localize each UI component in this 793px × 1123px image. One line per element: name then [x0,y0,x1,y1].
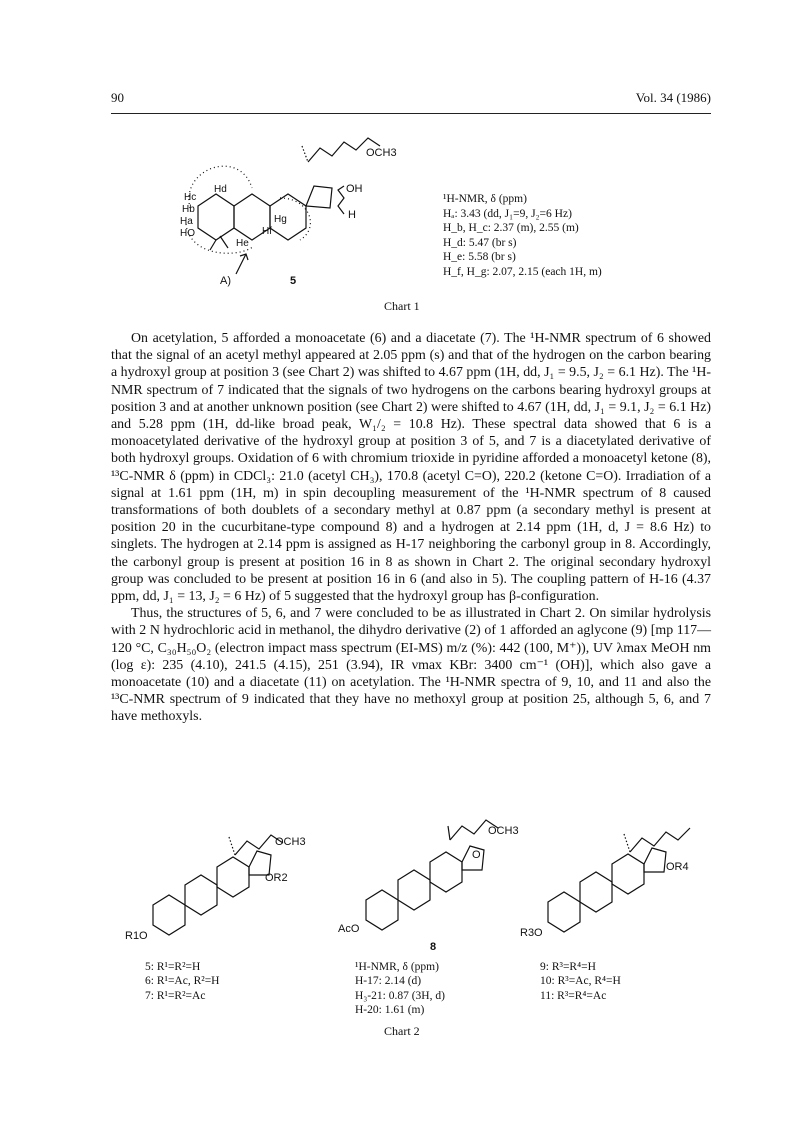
legend-line: 9: R³=R⁴=H [540,961,596,973]
paragraph: On acetylation, 5 afforded a monoacetate (6) and a diacetate (7). The ¹H-NMR spectrum of 6 showed that the signal of an acetyl methyl appeared at 2.05 ppm (s) and that of the hydrogen on the carbon bearing a hydroxyl group at position 3 (see Chart 2) was shifted to 4.67 ppm (1H, dd, J₁ = 9.5, J₂ = 6.1 Hz). The ¹H-NMR spectrum of 7 indicated that the signals of two hydrogens on the carbons bearing hydroxyl groups at position 3 and at another unknown position (see Chart 2) were shifted to 4.67 (1H, dd, J₁ = 9.1, J₂ = 6.1 Hz) and 5.28 ppm (1H, dd-like broad peak, W₁/₂ = 10.8 Hz). These spectral data showed that 6 is a monoacetylated derivative of the hydroxyl group at position 3 of 5, and 7 is a diacetylated derivative of both hydroxyl groups. Oxidation of 6 with chromium trioxide in pyridine afforded a monoacetyl ketone (8), ¹³C-NMR δ (ppm) in CDCl₃: 21.0 (acetyl CH₃), 170.8 (acetyl C=O), 220.2 (ketone C=O). Irradiation of a signal at 1.61 ppm (1H, m) in spin decoupling measurement of the ¹H-NMR spectrum of 8 caused transformations of both doublets of a secondary methyl at 0.87 ppm (a secondary methyl is present at position 20 in the cucurbitane-type compound 8) and a hydrogen at 2.14 ppm (1H, d, J = 8.6 Hz) to singlets. The hydrogen at 2.14 ppm is assigned as H-17 neighboring the carbonyl group in 8. Accordingly, the carbonyl group is present at position 16 in 8 as shown in Chart 2. The original secondary hydroxyl group was concluded to be present at position 16 in 6 (and also in 5). The coupling pattern of H-16 (4.37 ppm, dd, J₁ = 13, J₂ = 6 Hz) of 5 suggested that the hydroxyl group has β-configuration. [111,331,711,605]
chart2-structure-right [520,812,710,952]
chart2-middle-nmr [355,960,445,1017]
legend-line: 11: R³=R⁴=Ac [540,989,607,1002]
svg-text:OH: OH [346,183,363,195]
svg-text:OCH3: OCH3 [366,147,397,159]
svg-text:AcO: AcO [338,923,360,935]
chart1-caption: Chart 1 [384,299,420,313]
chart1-compound-label: 5 [290,275,297,287]
legend-line: H-20: 1.61 (m) [355,1003,425,1016]
chart1-structure-5 [180,128,410,288]
compound-8-label: 8 [430,941,437,953]
legend-line: 6: R¹=Ac, R²=H [145,975,220,988]
chart2-left-legend [145,960,220,1003]
legend-line: 10: R³=Ac, R⁴=H [540,975,621,988]
svg-text:O: O [472,849,481,861]
legend-line: H-17: 2.14 (d) [355,975,422,988]
svg-text:He: He [236,238,249,249]
chart2-structure-left [125,815,325,955]
chart2-right-legend [540,960,621,1003]
nmr-line: H_f, H_g: 2.07, 2.15 (each 1H, m) [443,265,602,278]
header-rule [111,113,711,114]
svg-text:OCH3: OCH3 [275,836,306,848]
svg-text:OR4: OR4 [666,861,689,873]
svg-text:Ha: Ha [180,216,193,227]
legend-line: 5: R¹=R²=H [145,961,201,973]
svg-text:Hd: Hd [214,184,227,195]
svg-text:HO: HO [180,228,195,239]
svg-text:R3O: R3O [520,927,543,939]
svg-text:R1O: R1O [125,930,148,942]
svg-text:Hb: Hb [182,204,195,215]
paragraph: Thus, the structures of 5, 6, and 7 were concluded to be as illustrated in Chart 2. On similar hydrolysis with 2 N hydrochloric acid in methanol, the dihydro derivative (2) of 1 afforded an aglycone (9) [mp 117—120 °C, C₃₀H₅₀O₂ (electron impact mass spectrum (EI-MS) m/z (%): 442 (100, M⁺)), UV λmax MeOH nm (log ε): 235 (4.10), 241.5 (4.15), 251 (3.94), IR νmax KBr: 3400 cm⁻¹ (OH)], which also gave a monoacetate (10) and a diacetate (11) on acetylation. The ¹H-NMR spectra of 9, 10, and 11 and also the ¹³C-NMR spectrum of 9 indicated that they have no methoxyl group at position 25, although 5, 6, and 7 have methoxyls. [111,606,711,725]
svg-text:Hg: Hg [274,214,287,225]
nmr-line: H_d: 5.47 (br s) [443,236,517,249]
svg-text:Hc: Hc [184,192,197,203]
chart2-caption: Chart 2 [384,1024,420,1038]
nmr-line: H_b, H_c: 2.37 (m), 2.55 (m) [443,222,579,235]
svg-text:OCH3: OCH3 [488,825,519,837]
page-number: 90 [111,90,124,105]
nmr-line: ¹H-NMR, δ (ppm) [443,193,527,205]
chart2-structure-8 [338,800,548,953]
svg-text:H: H [348,209,356,221]
legend-line: 7: R¹=R²=Ac [145,989,206,1002]
svg-text:OR2: OR2 [265,872,288,884]
nmr-line: H_e: 5.58 (br s) [443,251,516,264]
body-text [111,330,711,726]
journal-volume: Vol. 34 (1986) [635,90,711,105]
chart1-nmr-data [443,192,602,280]
chart1-arrow-label: A) [220,275,231,287]
legend-line: H₃-21: 0.87 (3H, d) [355,989,445,1002]
svg-text:Hf: Hf [262,226,272,237]
nmr-line: Hₐ: 3.43 (dd, J₁=9, J₂=6 Hz) [443,207,572,220]
legend-line: ¹H-NMR, δ (ppm) [355,961,439,973]
